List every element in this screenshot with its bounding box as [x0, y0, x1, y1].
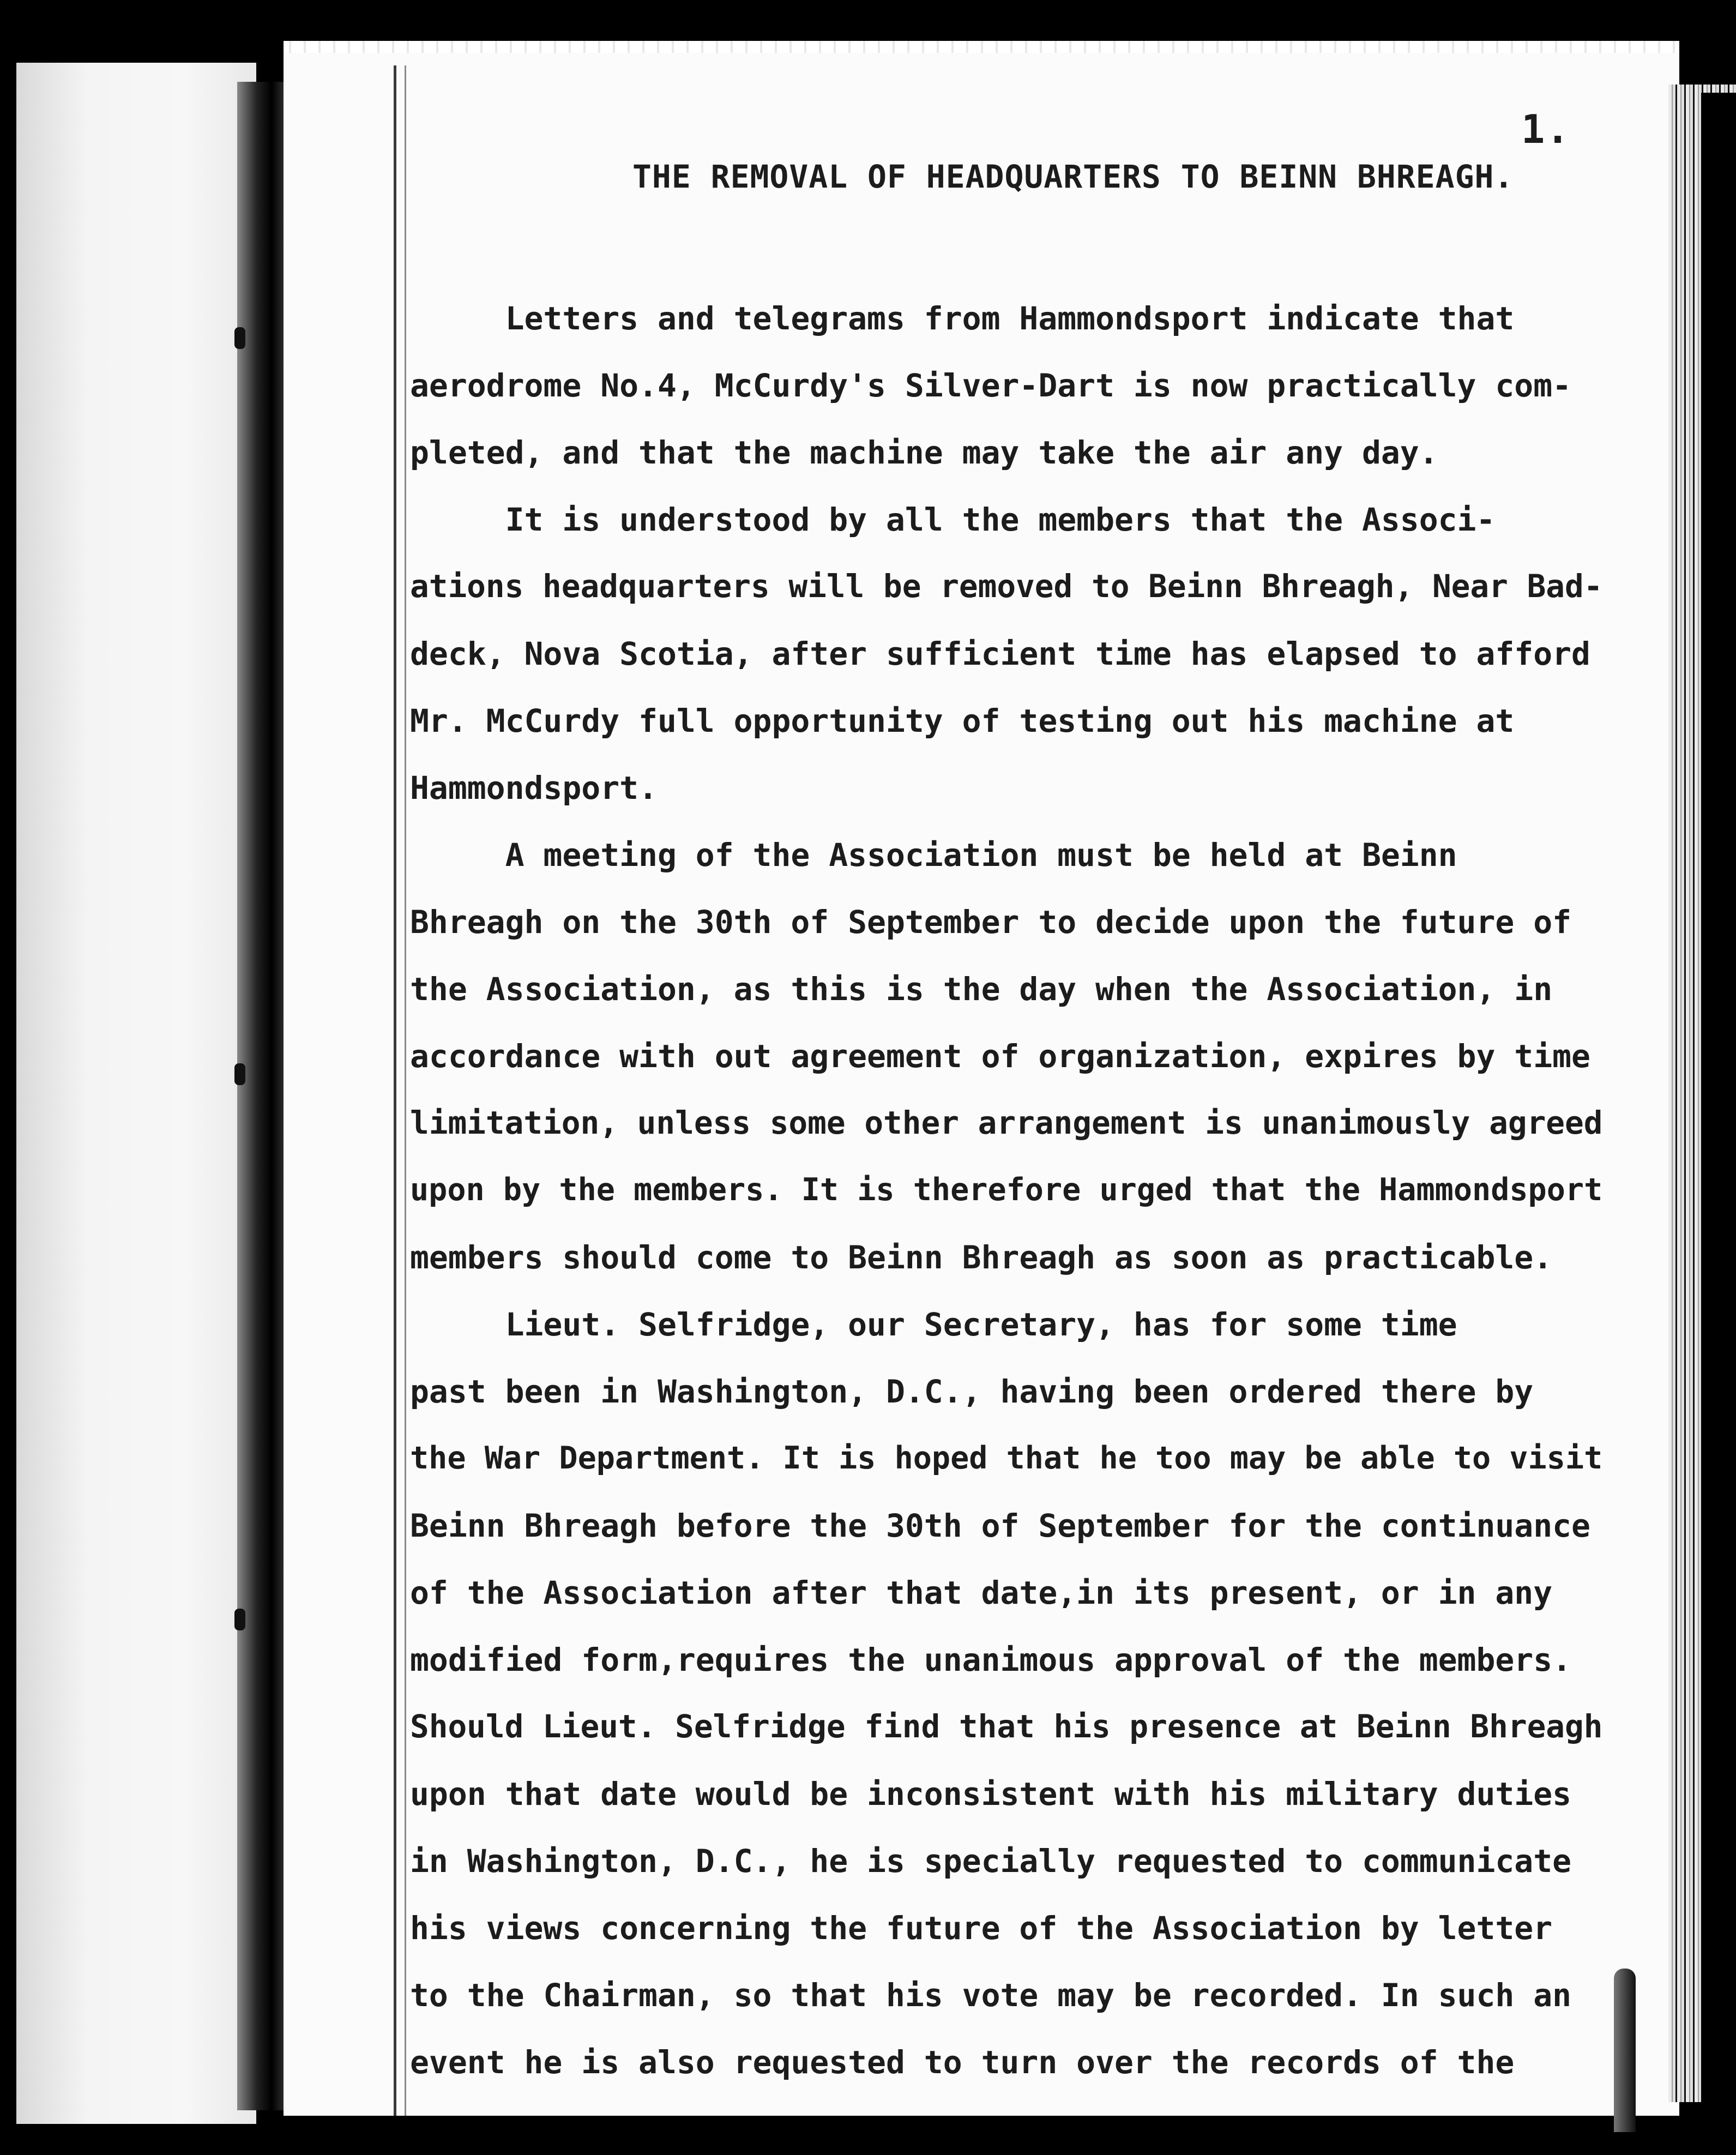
text-line: Lieut. Selfridge, our Secretary, has for some time	[410, 1306, 1457, 1343]
pen-tip	[1614, 1969, 1636, 2132]
page-deckled-edge	[284, 41, 1679, 53]
text-line: accordance with out agreement of organization, expires by time	[410, 1038, 1590, 1075]
text-line: It is understood by all the members that the Associ-	[410, 501, 1496, 538]
bottom-shadow	[284, 2116, 1679, 2155]
text-line: upon that date would be inconsistent with his military duties	[410, 1775, 1572, 1813]
text-line: upon by the members. It is therefore urged that the Hammondsport	[410, 1172, 1603, 1208]
previous-page-edge	[16, 63, 256, 2124]
text-line: past been in Washington, D.C., having been ordered there by	[410, 1373, 1534, 1410]
text-line: deck, Nova Scotia, after sufficient time has elapsed to afford	[410, 635, 1590, 672]
page-number: 1.	[1521, 106, 1571, 152]
binding-hole	[234, 1609, 245, 1630]
text-line: Letters and telegrams from Hammondsport indicate that	[410, 300, 1515, 337]
page-stack-shadow	[1701, 93, 1736, 2110]
text-line: pleted, and that the machine may take the air any day.	[410, 434, 1438, 471]
text-line: Mr. McCurdy full opportunity of testing out his machine at	[410, 702, 1515, 739]
text-line: the War Department. It is hoped that he too may be able to visit	[410, 1440, 1603, 1476]
margin-rule	[394, 65, 396, 2116]
text-line: the Association, as this is the day when the Association, in	[410, 971, 1553, 1008]
page-title: THE REMOVAL OF HEADQUARTERS TO BEINN BHREAGH.	[632, 158, 1514, 195]
text-line: Bhreagh on the 30th of September to decide upon the future of	[410, 904, 1572, 941]
text-line: of the Association after that date,in its present, or in any	[410, 1574, 1553, 1611]
text-line: ations headquarters will be removed to Beinn Bhreagh, Near Bad-	[410, 568, 1603, 605]
text-line: aerodrome No.4, McCurdy's Silver-Dart is now practically com-	[410, 367, 1572, 404]
book-gutter	[237, 82, 286, 2110]
text-line: Hammondsport.	[410, 769, 658, 806]
text-line: event he is also requested to turn over the records of the	[410, 2044, 1515, 2081]
text-line: to the Chairman, so that his vote may be recorded. In such an	[410, 1977, 1572, 2014]
text-line: Should Lieut. Selfridge find that his presence at Beinn Bhreagh	[410, 1708, 1603, 1745]
binding-hole	[234, 1063, 245, 1085]
text-line: limitation, unless some other arrangement is unanimously agreed	[410, 1104, 1603, 1141]
text-line: his views concerning the future of the Association by letter	[410, 1910, 1553, 1947]
text-line: modified form,requires the unanimous approval of the members.	[410, 1641, 1572, 1678]
text-line: Beinn Bhreagh before the 30th of September for the continuance	[410, 1507, 1590, 1544]
margin-rule	[405, 65, 406, 2116]
text-line: A meeting of the Association must be held at Beinn	[410, 836, 1457, 874]
text-line: in Washington, D.C., he is specially requested to communicate	[410, 1843, 1572, 1880]
text-line: members should come to Beinn Bhreagh as soon as practicable.	[410, 1239, 1553, 1276]
binding-hole	[234, 327, 245, 349]
